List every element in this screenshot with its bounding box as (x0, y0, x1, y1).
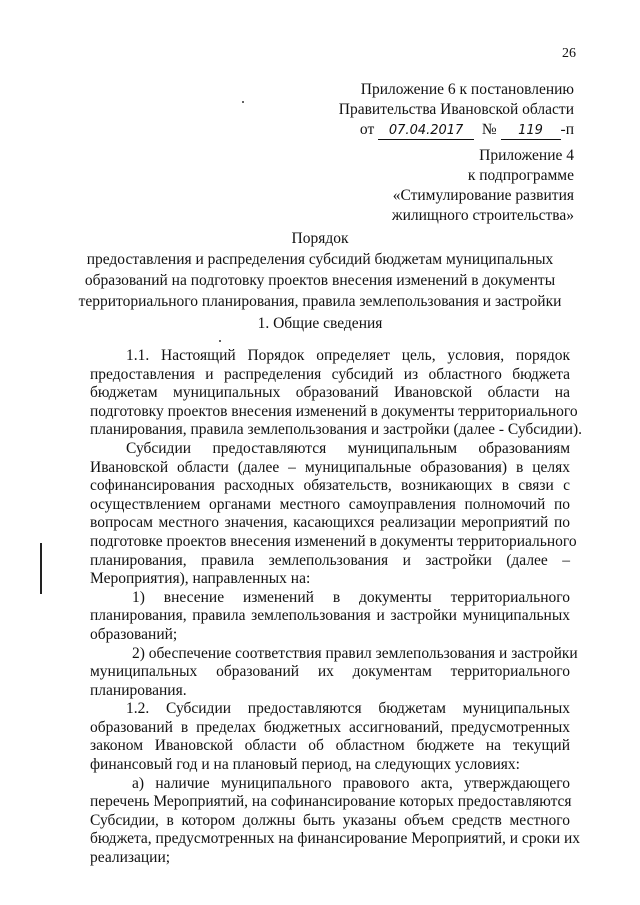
body-line: планирования. (90, 681, 187, 699)
body-line: финансовый год и на плановый период, на следующих условиях: (90, 756, 520, 774)
body-line: планирования, правила землепользования и застройки (далее - Субсидии). (90, 421, 582, 439)
body-line: законом Ивановской области об областном бюджете на текущий (90, 737, 570, 755)
body-line: Мероприятия), направленных на: (90, 570, 311, 588)
appendix-sub-line: к подпрограмме (467, 167, 574, 184)
body-line: бюджетам муниципальных образований Ивановской области на (90, 384, 570, 402)
body-line: подготовку проектов внесения изменений в документы территориального (90, 402, 578, 420)
scan-speck (219, 340, 221, 342)
body-line: подготовке проектов внесения изменений в документы территориального (90, 532, 577, 550)
body-line: образований; (90, 625, 178, 643)
margin-mark (40, 543, 42, 594)
body-line: муниципальных образований их документам территориального (90, 663, 570, 681)
handwritten-number: 119 (501, 123, 561, 140)
handwritten-date: 07.04.2017 (378, 123, 474, 140)
from-label: от (359, 121, 375, 138)
title-line: образований на подготовку проектов внесения изменений в документы (84, 272, 556, 289)
appendix-main-block (339, 80, 574, 140)
body-line: предоставления и распределения субсидий из областного бюджета (90, 365, 570, 383)
body-text (90, 347, 582, 868)
body-line: реализации; (90, 849, 171, 867)
body-line: 1.2. Субсидии предоставляются бюджетам муниципальных (126, 700, 570, 718)
appendix-sub-line: Приложение 4 (479, 147, 574, 164)
body-line: а) наличие муниципального правового акта, утверждающего (132, 774, 570, 792)
number-label: № (481, 121, 497, 138)
body-line: бюджета, предусмотренных на финансирование Мероприятий, и сроки их (90, 830, 581, 848)
scan-speck (242, 101, 244, 103)
appendix-sub-line: жилищного строительства» (391, 207, 574, 224)
body-line: планирования, правила землепользования и застройки (далее – (90, 551, 570, 569)
body-line: Ивановской области (далее – муниципальные образования) в целях (90, 458, 570, 476)
page-number: 26 (562, 46, 576, 61)
appendix-line: Приложение 6 к постановлению (360, 81, 574, 98)
body-line: планирования, правила землепользования и застройки муниципальных (90, 607, 570, 625)
body-line: осуществлением органами местного самоуправления полномочий по (90, 495, 570, 513)
document-title (66, 228, 574, 312)
appendix-sub-line: «Стимулирование развития (392, 187, 574, 204)
section-heading: 1. Общие сведения (257, 315, 383, 332)
body-line: 1) внесение изменений в документы территориального (132, 588, 570, 606)
title-line: Порядок (291, 230, 349, 247)
body-line: Субсидии предоставляются муниципальным образованиям (126, 439, 570, 457)
body-line: софинансирования расходных обязательств, возникающих в связи с (90, 477, 570, 495)
body-line: образований в пределах бюджетных ассигнований, предусмотренных (90, 718, 570, 736)
body-line: 2) обеспечение соответствия правил землепользования и застройки (132, 644, 578, 662)
body-line: Субсидии, в котором должны быть указаны объем средств местного (90, 811, 570, 829)
number-suffix: -п (560, 121, 574, 138)
appendix-sub-block (392, 146, 574, 226)
appendix-line: Правительства Ивановской области (338, 101, 574, 118)
body-line: перечень Мероприятий, на софинансирование которых предоставляются (90, 793, 572, 811)
title-line: предоставления и распределения субсидий бюджетам муниципальных (86, 251, 554, 268)
body-line: 1.1. Настоящий Порядок определяет цель, условия, порядок (126, 347, 570, 364)
body-line: вопросам местного значения, касающихся реализации мероприятий по (90, 514, 570, 532)
title-line: территориального планирования, правила землепользования и застройки (78, 293, 562, 310)
appendix-date-line (339, 120, 574, 140)
